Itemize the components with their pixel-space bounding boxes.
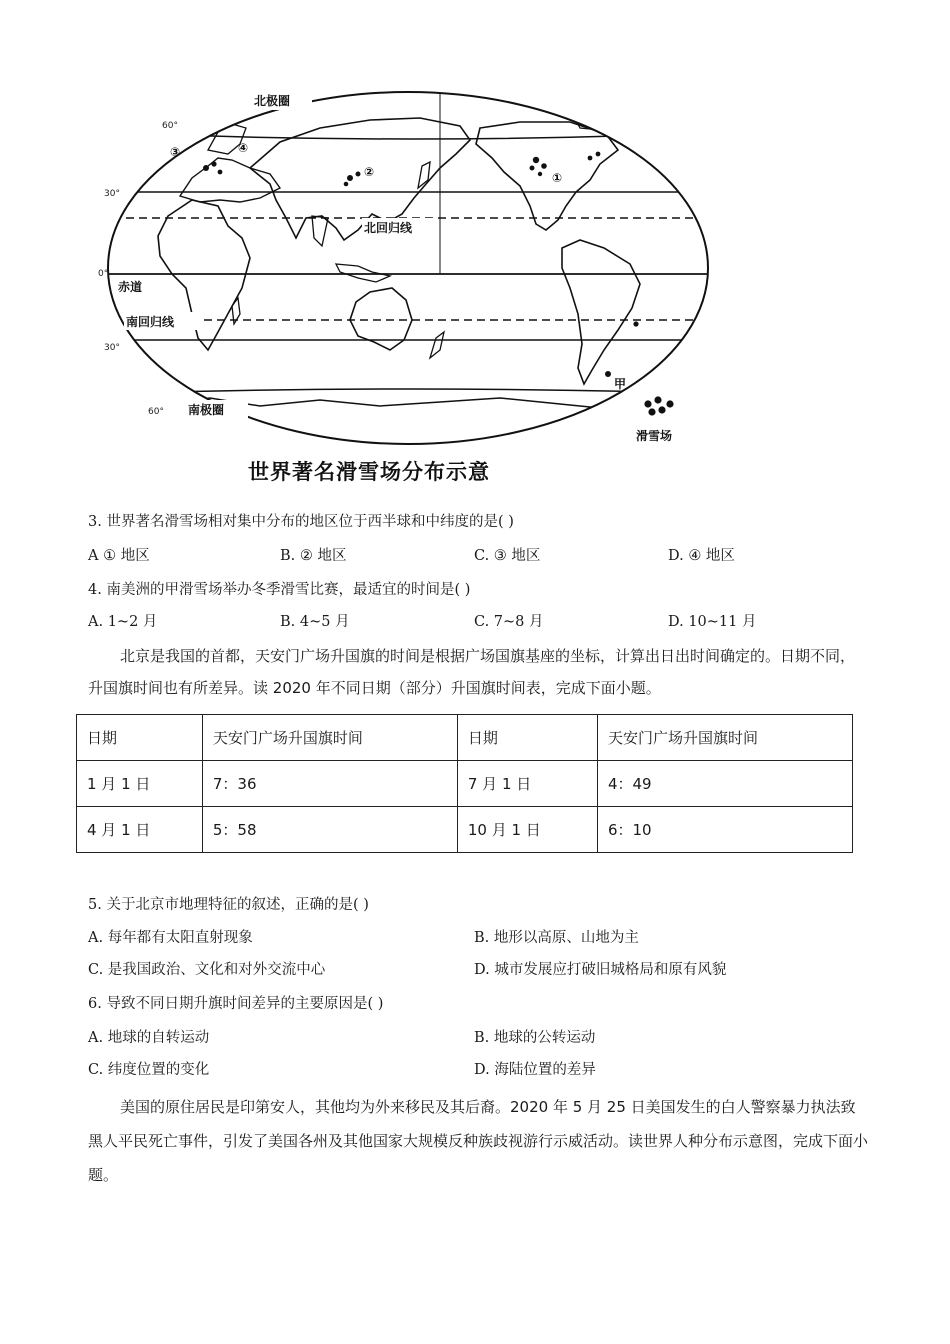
q4-option-c[interactable]: C. 7~8 月 <box>474 614 544 630</box>
table-cell: 4 月 1 日 <box>77 807 203 853</box>
q3-option-a[interactable]: A ① 地区 <box>88 548 150 564</box>
table-header-cell: 天安门广场升国旗时间 <box>202 715 457 761</box>
label-ski-legend: 滑雪场 <box>636 429 673 443</box>
passage-race-distribution: 美国的原住居民是印第安人，其他均为外来移民及其后裔。2020 年 5 月 25 日美国发生的白人警察暴力执法致黑人平民死亡事件，引发了美国各州及其他国家大规模反种族歧视游行示威活动。读世界人种分布示意图，完成下面小题。 <box>88 1098 869 1184</box>
q5-option-d[interactable]: D. 城市发展应打破旧城格局和原有风貌 <box>474 962 727 978</box>
label-site-jia: 甲 <box>614 377 627 391</box>
label-lat60n: 60° <box>162 121 178 131</box>
label-site-1: ① <box>552 171 563 185</box>
q3-option-b[interactable]: B. ② 地区 <box>280 548 347 564</box>
q6-option-a[interactable]: A. 地球的自转运动 <box>88 1030 210 1046</box>
ski-legend-dots <box>644 396 673 415</box>
label-lat30n: 30° <box>104 189 120 199</box>
table-cell: 7 月 1 日 <box>457 761 597 807</box>
table-header-cell: 天安门广场升国旗时间 <box>597 715 852 761</box>
q6-option-b[interactable]: B. 地球的公转运动 <box>474 1030 596 1046</box>
label-lat60s: 60° <box>148 407 164 417</box>
table-row <box>77 761 853 807</box>
q4-option-a[interactable]: A. 1~2 月 <box>88 614 158 630</box>
table-cell: 6：10 <box>597 807 852 853</box>
label-antarctic-circle: 南极圈 <box>188 403 225 417</box>
table-cell: 7：36 <box>202 761 457 807</box>
label-tropic-cancer: 北回归线 <box>364 221 413 235</box>
table-header-cell: 日期 <box>77 715 203 761</box>
table-cell: 1 月 1 日 <box>77 761 203 807</box>
label-lat0: 0° <box>98 269 109 279</box>
q5-option-a[interactable]: A. 每年都有太阳直射现象 <box>88 930 253 946</box>
table-cell: 4：49 <box>597 761 852 807</box>
q6-option-c[interactable]: C. 纬度位置的变化 <box>88 1062 210 1078</box>
q3-option-d[interactable]: D. ④ 地区 <box>668 548 735 564</box>
table-cell: 10 月 1 日 <box>457 807 597 853</box>
label-lat30s: 30° <box>104 343 120 353</box>
passage-flag-raising: 北京是我国的首都，天安门广场升国旗的时间是根据广场国旗基座的坐标，计算出日出时间确定的。日期不同，升国旗时间也有所差异。读 2020 年不同日期（部分）升国旗时间表，完成下面小题。 <box>88 647 856 697</box>
table-header-cell: 日期 <box>457 715 597 761</box>
table-row <box>77 807 853 853</box>
q4-option-b[interactable]: B. 4~5 月 <box>280 614 350 630</box>
label-arctic-circle: 北极圈 <box>254 94 291 108</box>
flag-raising-time-table <box>76 714 853 853</box>
label-equator: 赤道 <box>118 280 143 294</box>
question-4-stem: 4. 南美洲的甲滑雪场举办冬季滑雪比赛，最适宜的时间是( ) <box>88 582 471 598</box>
q6-option-d[interactable]: D. 海陆位置的差异 <box>474 1062 596 1078</box>
q5-option-b[interactable]: B. 地形以高原、山地为主 <box>474 930 639 946</box>
label-site-2: ② <box>364 165 375 179</box>
table-cell: 5：58 <box>202 807 457 853</box>
q3-option-c[interactable]: C. ③ 地区 <box>474 548 541 564</box>
world-ski-map <box>100 88 730 463</box>
map-caption: 世界著名滑雪场分布示意 <box>248 460 490 484</box>
label-tropic-capricorn: 南回归线 <box>126 315 175 329</box>
q5-option-c[interactable]: C. 是我国政治、文化和对外交流中心 <box>88 962 326 978</box>
question-3-stem: 3. 世界著名滑雪场相对集中分布的地区位于西半球和中纬度的是( ) <box>88 514 514 530</box>
table-header-row <box>77 715 853 761</box>
label-site-3: ③ <box>170 145 181 159</box>
question-5-stem: 5. 关于北京市地理特征的叙述，正确的是( ) <box>88 897 369 913</box>
label-site-4: ④ <box>238 141 249 155</box>
q4-option-d[interactable]: D. 10~11 月 <box>668 614 757 630</box>
question-6-stem: 6. 导致不同日期升旗时间差异的主要原因是( ) <box>88 996 384 1012</box>
